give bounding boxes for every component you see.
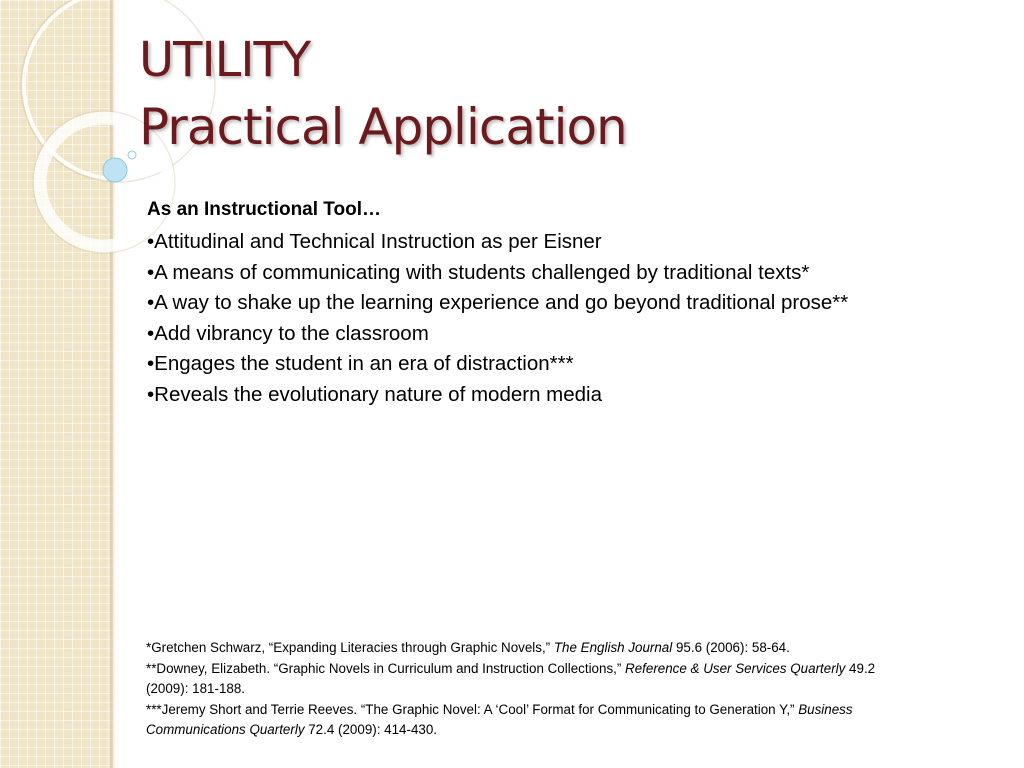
title-line-practical-application: Practical Application: [139, 98, 627, 156]
reference-item: **Downey, Elizabeth. “Graphic Novels in Curriculum and Instruction Collections,” Reference & User Services Quarterly 49.2 (2009): 181-188.: [146, 660, 876, 696]
side-panel-edge: [110, 0, 116, 768]
title-line-utility: UTILITY: [139, 32, 311, 88]
bullet-item: •Engages the student in an era of distraction***: [147, 352, 574, 376]
bullet-item: •Reveals the evolutionary nature of modern media: [147, 382, 603, 406]
side-pattern-panel: [0, 0, 113, 768]
bullet-item: •Attitudinal and Technical Instruction as per Eisner: [147, 230, 602, 253]
bullet-item: •Add vibrancy to the classroom: [147, 321, 429, 345]
reference-item: ***Jeremy Short and Terrie Reeves. “The Graphic Novel: A ‘Cool’ Format for Communicating to Generation Y,” Business Communications Quarterly 72.4 (2009): 414-430.: [146, 701, 853, 737]
references: [146, 638, 916, 741]
small-blue-dot-decoration: [128, 151, 136, 159]
slide-body: [147, 196, 1007, 411]
section-heading: As an Instructional Tool…: [147, 199, 381, 220]
slide-title: [139, 32, 627, 156]
bullet-item: •A way to shake up the learning experience and go beyond traditional prose**: [147, 291, 849, 315]
reference-item: *Gretchen Schwarz, “Expanding Literacies through Graphic Novels,” The English Journal 95.6 (2006): 58-64.: [146, 640, 790, 655]
bullet-list: [147, 227, 1007, 411]
bullet-item: •A means of communicating with students challenged by traditional texts*: [147, 260, 810, 284]
